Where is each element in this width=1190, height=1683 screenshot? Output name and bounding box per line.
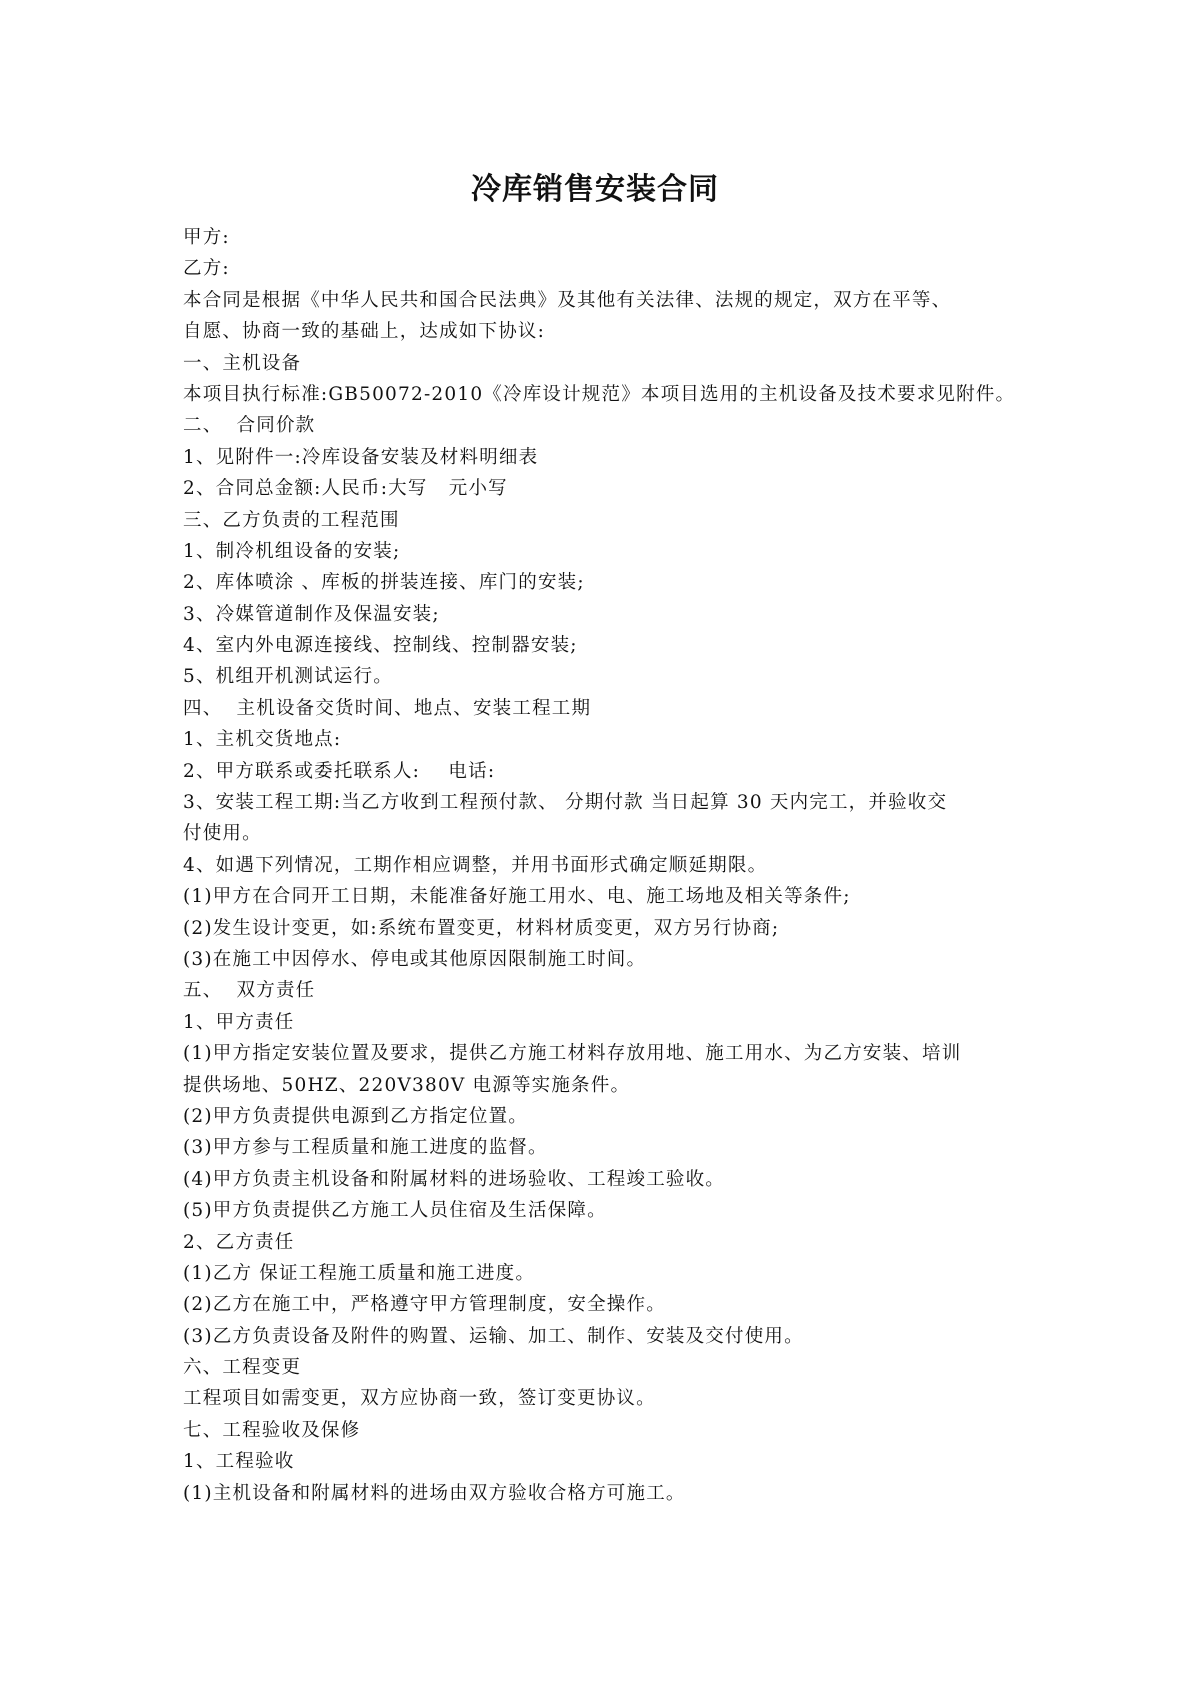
document-line: 4、如遇下列情况，工期作相应调整，并用书面形式确定顺延期限。 (183, 854, 768, 876)
document-line: (3)在施工中因停水、停电或其他原因限制施工时间。 (183, 948, 647, 970)
document-line: 提供场地、50HZ、220V380V 电源等实施条件。 (183, 1074, 631, 1096)
document-line: (3)甲方参与工程质量和施工进度的监督。 (183, 1137, 548, 1159)
document-line: 本合同是根据《中华人民共和国合民法典》及其他有关法律、法规的规定，双方在平等、 (183, 289, 952, 311)
document-line: 3、安装工程工期:当乙方收到工程预付款、 分期付款 当日起算 30 天内完工，并验收交 (183, 792, 948, 814)
document-line: 四、 主机设备交货时间、地点、安装工程工期 (183, 697, 592, 719)
document-line: 自愿、协商一致的基础上，达成如下协议: (183, 321, 546, 343)
document-line: (3)乙方负责设备及附件的购置、运输、加工、制作、安装及交付使用。 (183, 1325, 804, 1347)
document-line: 二、 合同价款 (183, 415, 316, 437)
document-line: (1)甲方在合同开工日期，未能准备好施工用水、电、施工场地及相关等条件; (183, 886, 851, 908)
document-line: 五、 双方责任 (183, 980, 316, 1002)
document-line: 2、乙方责任 (183, 1231, 295, 1253)
document-line: (1)甲方指定安装位置及要求，提供乙方施工材料存放用地、施工用水、为乙方安装、培训 (183, 1043, 962, 1065)
document-line: 1、工程验收 (183, 1451, 295, 1473)
document-line: (2)甲方负责提供电源到乙方指定位置。 (183, 1105, 529, 1127)
document-line: 六、工程变更 (183, 1357, 302, 1379)
document-line: 4、室内外电源连接线、控制线、控制器安装; (183, 635, 578, 657)
document-line: 三、乙方负责的工程范围 (183, 509, 400, 531)
document-line: 5、机组开机测试运行。 (183, 666, 393, 688)
document-line: 本项目执行标准:GB50072-2010《冷库设计规范》本项目选用的主机设备及技术要求见附件。 (183, 383, 1016, 405)
document-line: 3、冷媒管道制作及保温安装; (183, 603, 440, 625)
document-line: 1、见附件一:冷库设备安装及材料明细表 (183, 446, 539, 468)
document-body (183, 222, 1043, 1509)
document-line: (2)乙方在施工中，严格遵守甲方管理制度，安全操作。 (183, 1294, 666, 1316)
document-line: 乙方: (183, 258, 230, 280)
document-line: (4)甲方负责主机设备和附属材料的进场验收、工程竣工验收。 (183, 1168, 726, 1190)
document-line: 甲方: (183, 227, 230, 248)
document-line: 付使用。 (183, 823, 262, 845)
document-line: (5)甲方负责提供乙方施工人员住宿及生活保障。 (183, 1200, 607, 1222)
document-title: 冷库销售安装合同 (471, 172, 719, 207)
document-line: 2、库体喷涂 、库板的拼装连接、库门的安装; (183, 572, 585, 594)
document-line: 七、工程验收及保修 (183, 1419, 361, 1441)
document-line: 工程项目如需变更，双方应协商一致，签订变更协议。 (183, 1388, 656, 1410)
document-line: 2、合同总金额:人民币:大写 元小写 (183, 478, 508, 500)
document-line: 2、甲方联系或委托联系人: 电话: (183, 760, 496, 782)
document-line: 1、主机交货地点: (183, 729, 342, 751)
document-line: 一、主机设备 (183, 352, 302, 374)
document-line: 1、制冷机组设备的安装; (183, 540, 401, 562)
document-line: (1)乙方 保证工程施工质量和施工进度。 (183, 1262, 536, 1284)
document-line: 1、甲方责任 (183, 1011, 295, 1033)
document-line: (2)发生设计变更，如:系统布置变更，材料材质变更，双方另行协商; (183, 917, 780, 939)
document-line: (1)主机设备和附属材料的进场由双方验收合格方可施工。 (183, 1482, 686, 1504)
